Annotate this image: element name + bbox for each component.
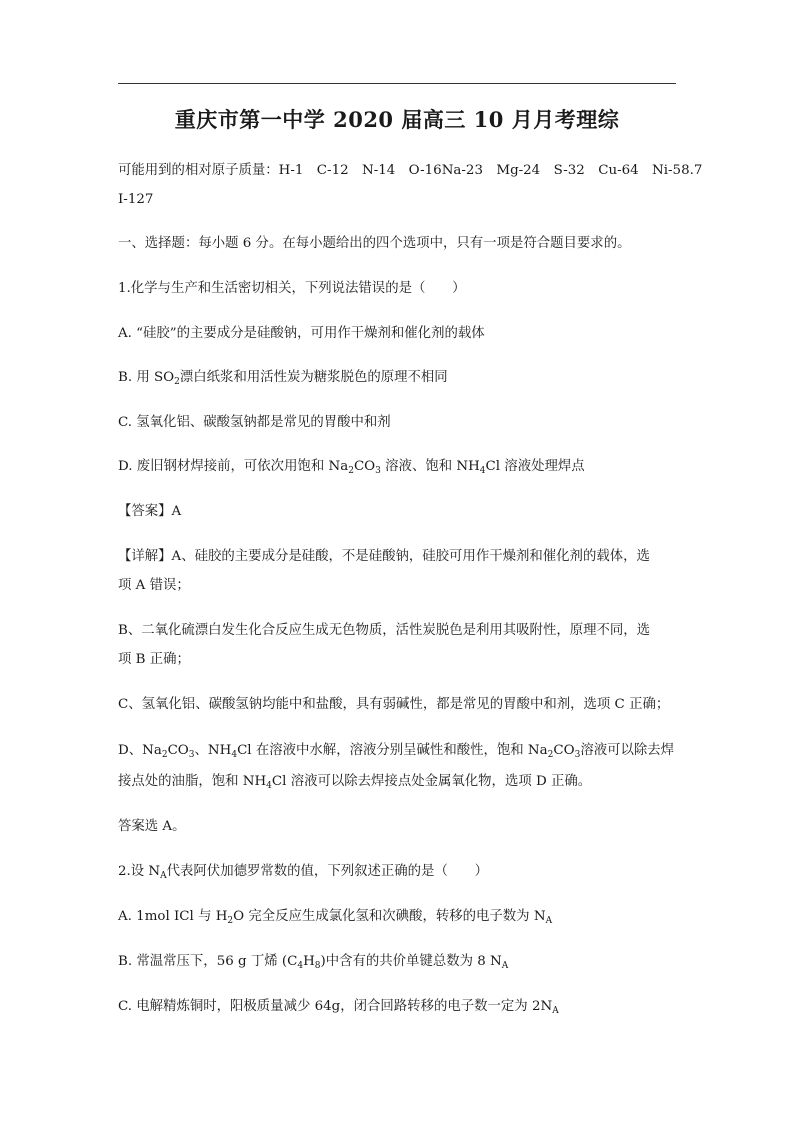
q1-conclusion: 答案选 A。 [118, 819, 186, 834]
q1-explanation-a: 【详解】A、硅胶的主要成分是硅酸，不是硅酸钠，硅胶可用作干燥剂和催化剂的载体，选 [118, 549, 650, 564]
atomic-masses-line: 可能用到的相对原子质量：H-1 C-12 N-14 O-16Na-23 Mg-24 S-32 Cu-64 Ni-58.7 [118, 163, 703, 178]
q1-option-d: D. 废旧钢材焊接前，可依次用饱和 $Na_2CO_3$ 溶液、饱和 $NH_4Cl$ 溶液处理焊点 [118, 459, 585, 476]
q1-explanation-d-cont: 接点处的油脂，饱和 $NH_4Cl$ 溶液可以除去焊接点处金属氧化物，选项 D 正确。 [118, 774, 592, 791]
q1-explanation-d: D、$Na_2CO_3$、$NH_4Cl$ 在溶液中水解，溶液分别呈碱性和酸性，饱和 $Na_2CO_3$溶液可以除去焊 [118, 743, 675, 760]
q1-explanation-c: C、氢氧化铝、碳酸氢钠均能中和盐酸，具有弱碱性，都是常见的胃酸中和剂，选项 C 正确； [118, 697, 670, 712]
q2-option-a: A. 1mol ICl 与 $H_2O$ 完全反应生成氯化氢和次碘酸，转移的电子数为 $N_A$ [118, 909, 553, 926]
q1-option-b: B. 用 $SO_2$漂白纸浆和用活性炭为糖浆脱色的原理不相同 [118, 370, 448, 387]
q1-answer: 【答案】A [118, 504, 182, 519]
q2-stem: 2.设 $N_A$代表阿伏加德罗常数的值，下列叙述正确的是（ ） [118, 864, 489, 881]
section-heading: 一、选择题：每小题 6 分。在每小题给出的四个选项中，只有一项是符合题目要求的。 [118, 236, 631, 251]
q1-option-a: A. “硅胶”的主要成分是硅酸钠，可用作干燥剂和催化剂的载体 [118, 326, 485, 341]
q1-explanation-b-cont: 项 B 正确； [118, 652, 190, 667]
q2-option-b: B. 常温常压下，56 g 丁烯 $(C_4H_8)$中含有的共价单键总数为 8 $N_A$ [118, 954, 509, 971]
header-rule [118, 83, 676, 84]
q1-option-c: C. 氢氧化铝、碳酸氢钠都是常见的胃酸中和剂 [118, 415, 391, 430]
q1-stem: 1.化学与生产和生活密切相关，下列说法错误的是（ ） [118, 281, 466, 296]
atomic-masses-line-cont: I-127 [118, 192, 154, 207]
q2-option-c: C. 电解精炼铜时，阳极质量减少 64g，闭合回路转移的电子数一定为 $2N_A$ [118, 999, 559, 1016]
q1-explanation-b: B、二氧化硫漂白发生化合反应生成无色物质，活性炭脱色是利用其吸附性，原理不同，选 [118, 623, 651, 638]
q1-explanation-a-cont: 项 A 错误； [118, 578, 190, 593]
page-title: 重庆市第一中学 2020 届高三 10 月月考理综 [174, 107, 620, 132]
